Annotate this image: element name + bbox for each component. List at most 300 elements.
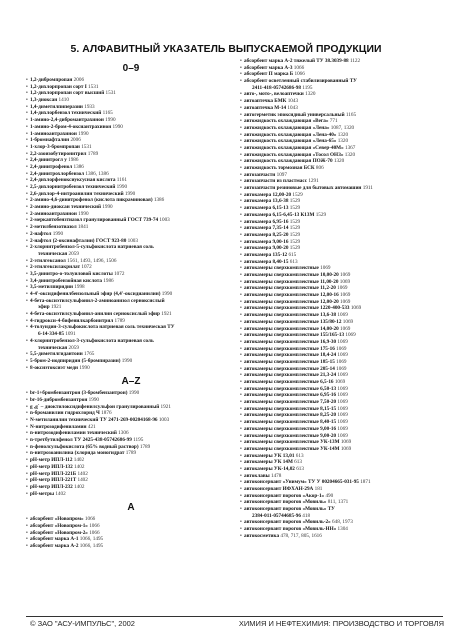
index-entry: [26, 345, 236, 352]
index-entry: [26, 477, 236, 484]
entry-page-numbers: 1561, 1493, 1496, 1506: [67, 257, 117, 264]
entry-page-numbers: 490: [325, 492, 334, 499]
entry-name: автожидкость охлаждающая «Тосол ОНЗ»: [244, 151, 344, 158]
entry-page-numbers: 1386: [73, 163, 84, 170]
index-entry: [240, 419, 445, 426]
entry-name: автокамера 9,00-20: [244, 245, 289, 252]
index-entry: [240, 453, 445, 460]
entry-name: абсорбент осветленный стабилизированный ТУ: [244, 78, 357, 85]
entry-page-numbers: 1091: [65, 331, 76, 338]
index-entry: [240, 285, 445, 292]
index-entry: [26, 410, 236, 417]
entry-page-numbers: 1069: [337, 432, 348, 439]
index-entry: [26, 77, 236, 84]
entry-name: автожидкость охлаждающая «Север-40М»: [244, 144, 344, 151]
entry-page-numbers: 1069: [337, 312, 348, 319]
index-entry: [240, 178, 445, 185]
entry-name: 1,2-дихлорпропан сорт высший: [30, 90, 105, 97]
entry-name: автожидкость охлаждающая ПОЖ-70: [244, 158, 333, 165]
index-entry: [240, 78, 445, 85]
index-entry: [240, 426, 445, 433]
index-entry: [240, 219, 445, 226]
entry-page-numbers: 1990: [78, 130, 89, 137]
entry-name: автокосметика: [244, 532, 280, 539]
entry-name: абсорбент марка А-2 тяжелый ТУ 38.3039-88: [244, 58, 349, 64]
index-entry: [240, 439, 445, 446]
index-entry: [240, 433, 445, 440]
index-entry: [26, 338, 236, 345]
entry-name: 2-этилгексилакрилат: [30, 264, 81, 271]
entry-page-numbers: 1529: [315, 211, 327, 218]
entry-name: автожидкость охлаждающая «Лена-40»: [244, 131, 337, 138]
index-entry: [240, 352, 445, 359]
entry-name: 2,5-дихлорнитробензол технический: [30, 184, 116, 190]
entry-page-numbers: 613: [296, 465, 304, 472]
entry-page-numbers: 1402: [74, 463, 85, 470]
entry-name: автокамеры УК 14М: [244, 459, 293, 466]
entry-name: автокамеры сверхкомплектные 6,95-16: [244, 392, 337, 399]
entry-name: 2,4-динитрогл у: [30, 157, 67, 164]
entry-name: автокамеры сверхкомплектные 175-16: [244, 345, 335, 352]
entry-page-numbers: 1069: [336, 358, 347, 365]
entry-page-numbers: 1066, 1495: [79, 536, 104, 543]
entry-page-numbers: 1921: [50, 304, 62, 311]
entry-page-numbers: 1386: [153, 197, 165, 204]
entry-page-numbers: 1841: [77, 224, 89, 231]
entry-name: автокамеры сверхкомплектные 7,50-20: [244, 399, 337, 406]
entry-page-numbers: 1122: [349, 58, 361, 64]
index-entry: [26, 523, 236, 530]
index-entry: [26, 271, 236, 278]
footer-copyright: © ЗАО "АСУ-ИМПУЛЬС", 2002: [30, 619, 135, 628]
index-entry: [240, 339, 445, 346]
entry-name: 2-амино-4,6-динитрофенол (кислота пикраминовая): [30, 197, 153, 204]
index-entry: [240, 312, 445, 319]
index-entry: [240, 252, 445, 259]
index-entry: [240, 305, 445, 312]
index-entry: [240, 152, 445, 159]
index-entry: [240, 212, 445, 219]
index-entry: [240, 319, 445, 326]
index-entry: [26, 417, 236, 424]
index-entry: [26, 264, 236, 271]
entry-page-numbers: 1097: [276, 171, 287, 178]
entry-page-numbers: 1529: [289, 198, 301, 205]
entry-page-numbers: 1320: [337, 138, 349, 145]
entry-name: абсорбент «Новопром-1»: [30, 522, 88, 529]
entry-name: 2-меркаптобензтиазол гранулированный ГОСТ 739-74: [30, 217, 159, 224]
entry-page-numbers: 1069: [340, 445, 352, 452]
entry-name: автокамеры сверхкомплектные 18,4-24: [244, 352, 337, 359]
entry-page-numbers: 181: [314, 486, 323, 492]
entry-name: 2,4-динитрофенол: [30, 163, 73, 170]
entry-name: автокамера 8,40-15: [244, 258, 289, 265]
entry-page-numbers: 1990: [102, 204, 113, 211]
entry-page-numbers: 1990: [88, 396, 99, 403]
entry-page-numbers: 1003: [127, 237, 138, 244]
entry-name: N-метиланилин технический ТУ 2471-269-00204168-96: [30, 417, 158, 423]
entry-page-numbers: 1367: [344, 144, 356, 151]
index-entry: [26, 211, 236, 218]
page-title: 5. АЛФАВИТНЫЙ УКАЗАТЕЛЬ ВЫПУСКАЕМОЙ ПРОДУКЦИИ: [70, 44, 382, 55]
entry-name: автокамеры сверхкомплектные 9,00-16: [244, 425, 337, 432]
entry-name: автоконсервант порогов «Мовиль-НН»: [244, 526, 337, 533]
entry-name: автокамера 7,35-14: [244, 225, 289, 232]
entry-page-numbers: 1087, 1320: [330, 124, 355, 131]
entry-name: техническая: [38, 344, 68, 351]
entry-page-numbers: 1990: [124, 190, 136, 197]
entry-page-numbers: 1069: [339, 278, 351, 285]
entry-name: автозапчасти из пластмасс: [244, 178, 308, 185]
entry-page-numbers: 418: [302, 512, 311, 519]
index-entry: [240, 459, 445, 466]
index-entry: [240, 372, 445, 379]
entry-name: 2-этилгексанол: [30, 257, 66, 264]
entry-name: авто-, мото-, велоаптечки: [244, 91, 304, 98]
entry-name: pH-метр ИПЛ-221Т: [30, 477, 77, 484]
entry-name: автокамера 6,15-13: [244, 205, 289, 212]
index-entry: [26, 177, 236, 184]
entry-name: автожидкость охлаждающая «Лена»: [244, 124, 330, 131]
entry-page-numbers: 1069: [342, 318, 354, 325]
entry-page-numbers: 1069: [336, 345, 347, 352]
entry-page-numbers: 1069: [337, 412, 348, 419]
entry-name: абсорбент «Новопром-2»: [30, 529, 88, 536]
index-entry: [26, 457, 236, 464]
index-entry: [240, 326, 445, 333]
entry-name: 2,6-дихлор-4-нитроанилин технический: [30, 190, 124, 197]
index-entry: [26, 484, 236, 491]
entry-page-numbers: 1402: [77, 470, 88, 477]
index-entry: [240, 479, 445, 486]
entry-page-numbers: 1304: [337, 526, 348, 533]
index-entry: [26, 318, 236, 325]
entry-page-numbers: 613: [295, 452, 304, 459]
entry-name: автокамеры сверхкомплектные 10,00-20: [244, 272, 339, 278]
entry-page-numbers: 1402: [77, 477, 88, 484]
entry-name: автокамеры сверхкомплектные 14,00-20: [244, 325, 339, 332]
entry-page-numbers: 1320: [305, 91, 316, 98]
entry-name: 2,2-азоизобутиронитрил: [30, 150, 87, 157]
index-entry: [26, 151, 236, 158]
entry-page-numbers: 1990: [128, 390, 140, 397]
entry-page-numbers: 421: [87, 423, 96, 430]
entry-page-numbers: 811, 1371: [327, 499, 349, 506]
entry-name: автокамеры сверхкомплектные УК-14М: [244, 445, 340, 452]
index-entry: [26, 491, 236, 498]
entry-page-numbers: 1003: [158, 417, 170, 423]
entry-name: pH-метр ИПЛ-132: [30, 463, 73, 470]
entry-name: эфир: [38, 304, 50, 311]
index-entry: [26, 365, 236, 372]
index-entry: [26, 171, 236, 178]
entry-page-numbers: 1069: [337, 372, 348, 379]
index-entry: [240, 225, 445, 232]
entry-page-numbers: 1066, 1495: [79, 543, 104, 549]
index-entry: [240, 158, 445, 165]
index-entry: [26, 144, 236, 151]
index-entry: [26, 404, 236, 411]
entry-name: g ,g` – диоктилоксидифенилсульфон гранулированный: [30, 403, 160, 410]
entry-page-numbers: 1072: [81, 264, 92, 271]
entry-name: автожидкость охлаждающая «Лена-65»: [244, 138, 337, 145]
index-entry: [240, 98, 445, 105]
entry-name: 3,4-динитробензойная кислота: [30, 277, 102, 284]
entry-page-numbers: 1066: [89, 529, 100, 536]
entry-page-numbers: 1871: [360, 479, 371, 486]
footer-journal-title: ХИМИЯ И НЕФТЕХИМИЯ: ПРОИЗВОДСТВО И ТОРГОВЛЯ: [238, 619, 444, 628]
entry-name: автокамеры сверхкомплектные 21,3-24: [244, 372, 337, 379]
index-entry: [26, 424, 236, 431]
section-letter-heading: А: [127, 502, 135, 514]
index-entry: [240, 513, 445, 520]
index-entry: [26, 437, 236, 444]
index-entry: [240, 506, 445, 513]
entry-name: 4-гидрокси-4-бифенилкарбонитрил: [30, 317, 114, 324]
index-entry: [240, 299, 445, 306]
index-entry: [26, 204, 236, 211]
index-entry: [240, 499, 445, 506]
index-entry: [26, 311, 236, 318]
entry-name: 4-хлорнитробензол-3-сульфокислота натриевая соль: [30, 337, 154, 344]
entry-name: 1,3-диоксан: [30, 97, 58, 104]
entry-page-numbers: 2006: [70, 137, 81, 144]
index-entry: [26, 224, 236, 231]
entry-name: 1-бромнафталин: [30, 137, 70, 144]
entry-name: автокамеры сверхкомплектные 13,6-38: [244, 312, 337, 319]
index-entry: [26, 516, 236, 523]
entry-name: автозапчасти резиновые для бытовых автомашин: [244, 185, 362, 192]
index-entry: [26, 197, 236, 204]
entry-name: 2,4-дихлорфеноксиуксусная кислота: [30, 177, 116, 184]
entry-page-numbers: 1990: [121, 357, 133, 364]
entry-page-numbers: 1069: [350, 305, 362, 312]
entry-page-numbers: 1069: [337, 425, 348, 432]
entry-name: автокамеры сверхкомплектные 11,2-20: [244, 285, 336, 292]
index-entry: [240, 138, 445, 145]
entry-name: автокамеры сверхкомплектные 1220-400-533: [244, 305, 350, 312]
entry-name: 2-амино-диоксан технический: [30, 204, 101, 211]
index-entry: [26, 351, 236, 358]
entry-page-numbers: 1066: [293, 64, 305, 71]
entry-page-numbers: 1990: [79, 364, 90, 371]
entry-name: автожидкость тормозная БСК: [244, 165, 315, 171]
index-entry: [26, 238, 236, 245]
entry-page-numbers: 1066: [89, 522, 100, 529]
index-entry: [240, 332, 445, 339]
index-entry: [26, 110, 236, 117]
index-entry: [240, 379, 445, 386]
entry-page-numbers: 615: [288, 251, 297, 258]
entry-name: 1,2-дибромпропан: [30, 77, 73, 83]
entry-name: автокамера 6,95-16: [244, 218, 289, 225]
entry-name: 1-аминоантрахинон: [30, 130, 77, 137]
index-entry: [26, 217, 236, 224]
entry-name: 3,5-метилпиридин: [30, 284, 73, 291]
entry-page-numbers: 1069: [340, 292, 351, 299]
entry-name: автокамеры сверхкомплектные 11,00-20: [244, 278, 339, 285]
entry-page-numbers: 1765: [84, 351, 95, 358]
entry-name: 4-бета-оксиэтилсульфонил-анилин серноксислый эфир: [30, 311, 160, 318]
entry-page-numbers: 1069: [337, 405, 348, 412]
entry-name: N-нитрозодифениламин: [30, 423, 87, 430]
entry-page-numbers: 2059: [68, 250, 79, 257]
entry-name: автокамера 8,25-20: [244, 231, 289, 238]
index-entry: [26, 157, 236, 164]
index-entry: [240, 65, 445, 72]
entry-name: 1-хлор-3-бромпропан: [30, 143, 80, 150]
entry-page-numbers: 1069: [337, 392, 348, 399]
index-entry: [26, 536, 236, 543]
entry-name: автоконсервант порогов «Мовиль»: [244, 499, 327, 506]
entry-name: автокамеры сверхкомплектные 185-15: [244, 358, 335, 365]
entry-name: автоконсервант «Унимум» ТУ У 00204665-031-95: [244, 479, 359, 486]
entry-page-numbers: 1789: [125, 450, 137, 457]
index-entry: [26, 84, 236, 91]
entry-page-numbers: 1003: [159, 217, 170, 224]
entry-page-numbers: 1876: [101, 410, 112, 417]
entry-page-numbers: 1069: [337, 419, 348, 426]
index-entry: [240, 145, 445, 152]
index-entry: [240, 132, 445, 139]
entry-page-numbers: 1529: [292, 191, 303, 198]
index-entry: [26, 543, 236, 550]
index-entry: [240, 259, 445, 266]
entry-page-numbers: 1069: [334, 379, 346, 385]
entry-name: 2411-418-05742686-98: [252, 84, 301, 91]
entry-page-numbers: 1069: [340, 325, 351, 332]
index-entry: [240, 105, 445, 112]
index-entry: [26, 244, 236, 251]
index-entry: [240, 533, 445, 540]
index-entry: [240, 406, 445, 413]
entry-name: автоконсервант порогов «Мовиль» ТУ: [244, 506, 335, 513]
index-entry: [240, 292, 445, 299]
entry-page-numbers: 1069: [340, 298, 351, 305]
entry-page-numbers: 1789: [87, 150, 99, 157]
entry-page-numbers: 1529: [289, 231, 301, 238]
entry-name: 1,4-диметилпиперазин: [30, 103, 83, 110]
entry-name: автоаптечка М-14: [244, 104, 287, 111]
index-entry: [26, 390, 236, 397]
entry-name: pH-метр ИПЛ-112: [30, 457, 73, 464]
entry-name: абсорбент марка А-1: [30, 536, 79, 543]
index-entry: [26, 464, 236, 471]
entry-name: 2,4-динитрохлорбензол: [30, 170, 85, 177]
entry-name: автокамеры сверхкомплектные 8,40-15: [244, 419, 337, 426]
entry-name: 1-амино-2-бром-4-оксиантрахинон: [30, 123, 112, 130]
entry-name: автокамеры сверхкомплектные 16,9-30: [244, 338, 337, 345]
index-entry: [240, 165, 445, 172]
entry-name: br-16-дибромбензантрон: [30, 396, 88, 403]
entry-name: автокамеры сверхкомплектные 135/80-12: [244, 318, 342, 325]
section-letter-heading: A–Z: [121, 376, 141, 388]
entry-page-numbers: 1069: [337, 352, 348, 359]
index-entry: [240, 346, 445, 353]
entry-page-numbers: 1990: [52, 230, 64, 237]
index-entry: [26, 530, 236, 537]
entry-page-numbers: 1529: [289, 225, 301, 232]
entry-page-numbers: 1306: [118, 430, 129, 437]
entry-name: автокамеры УК 13,01: [244, 452, 295, 459]
entry-name: автокамеры сверхкомплектные УК-13М: [244, 439, 340, 446]
index-entry: [26, 97, 236, 104]
index-entry: [240, 239, 445, 246]
index-entry: [240, 526, 445, 533]
entry-name: 2-хлорнитробензол-5-сульфокислота натриевая соль: [30, 244, 154, 251]
entry-name: n-нитрозодифениламин технический: [30, 430, 117, 437]
entry-name: автокамеры УК-14,02: [244, 465, 295, 472]
entry-page-numbers: 1478: [270, 472, 282, 479]
index-entry: [26, 291, 236, 298]
entry-page-numbers: 2006: [73, 77, 85, 83]
entry-page-numbers: 1195: [133, 437, 144, 444]
entry-page-numbers: 1529: [289, 245, 301, 252]
index-entry: [26, 324, 236, 331]
index-entry: [26, 278, 236, 285]
index-entry: [26, 304, 236, 311]
entry-page-numbers: 1043: [287, 104, 298, 111]
entry-name: 1,4-дихлорбензол технический: [30, 110, 102, 117]
index-entry: [26, 164, 236, 171]
index-entry: [26, 471, 236, 478]
index-entry: [240, 205, 445, 212]
index-entry: [240, 118, 445, 125]
index-entry: [26, 358, 236, 365]
entry-page-numbers: 1921: [161, 311, 172, 318]
entry-name: 2384-011-05744685-96: [252, 512, 301, 519]
entry-name: 5,5-диметилгидантоин: [30, 351, 83, 358]
entry-name: абсорбент «Новопром»: [30, 516, 84, 523]
entry-name: 5-бром-2-иодпиридин (5-бромпиразин): [30, 357, 121, 364]
entry-page-numbers: 1069: [336, 365, 347, 372]
entry-page-numbers: 1789: [114, 317, 125, 324]
index-entry: [26, 131, 236, 138]
entry-page-numbers: 1320: [333, 158, 345, 165]
entry-page-numbers: 1990: [116, 184, 128, 190]
index-entry: [26, 124, 236, 131]
entry-name: 1-амино-2,4-дибромантрахинон: [30, 117, 104, 124]
footer-divider: [26, 616, 443, 617]
entry-page-numbers: 1986: [103, 277, 114, 284]
index-entry: [26, 430, 236, 437]
index-entry: [240, 58, 445, 65]
index-entry: [240, 412, 445, 419]
index-entry: [240, 386, 445, 393]
entry-name: автокамеры сверхкомплектные 12,00-16: [244, 292, 339, 299]
entry-name: 1,2-дихлорпропан сорт I: [30, 83, 87, 90]
entry-page-numbers: 1990: [78, 210, 89, 217]
entry-page-numbers: 806: [315, 165, 324, 171]
entry-page-numbers: 1529: [289, 238, 301, 245]
index-entry: [26, 450, 236, 457]
index-entry: [240, 91, 445, 98]
entry-name: 8-оксиэтоксиэт медн: [30, 364, 78, 371]
index-entry: [240, 272, 445, 279]
entry-page-numbers: 1320: [344, 151, 356, 158]
entry-page-numbers: 1531: [105, 90, 116, 97]
entry-page-numbers: 1386, 1386: [85, 170, 109, 177]
entry-page-numbers: 1161: [116, 177, 127, 184]
index-entry: [26, 231, 236, 238]
entry-page-numbers: 1531: [88, 83, 99, 90]
entry-page-numbers: 1043: [287, 98, 299, 105]
index-entry: [26, 184, 236, 191]
entry-page-numbers: 1072: [114, 270, 125, 277]
entry-page-numbers: 1069: [337, 338, 348, 345]
section-letter-heading: 0–9: [122, 63, 140, 74]
entry-name: автоклавы: [244, 472, 270, 479]
